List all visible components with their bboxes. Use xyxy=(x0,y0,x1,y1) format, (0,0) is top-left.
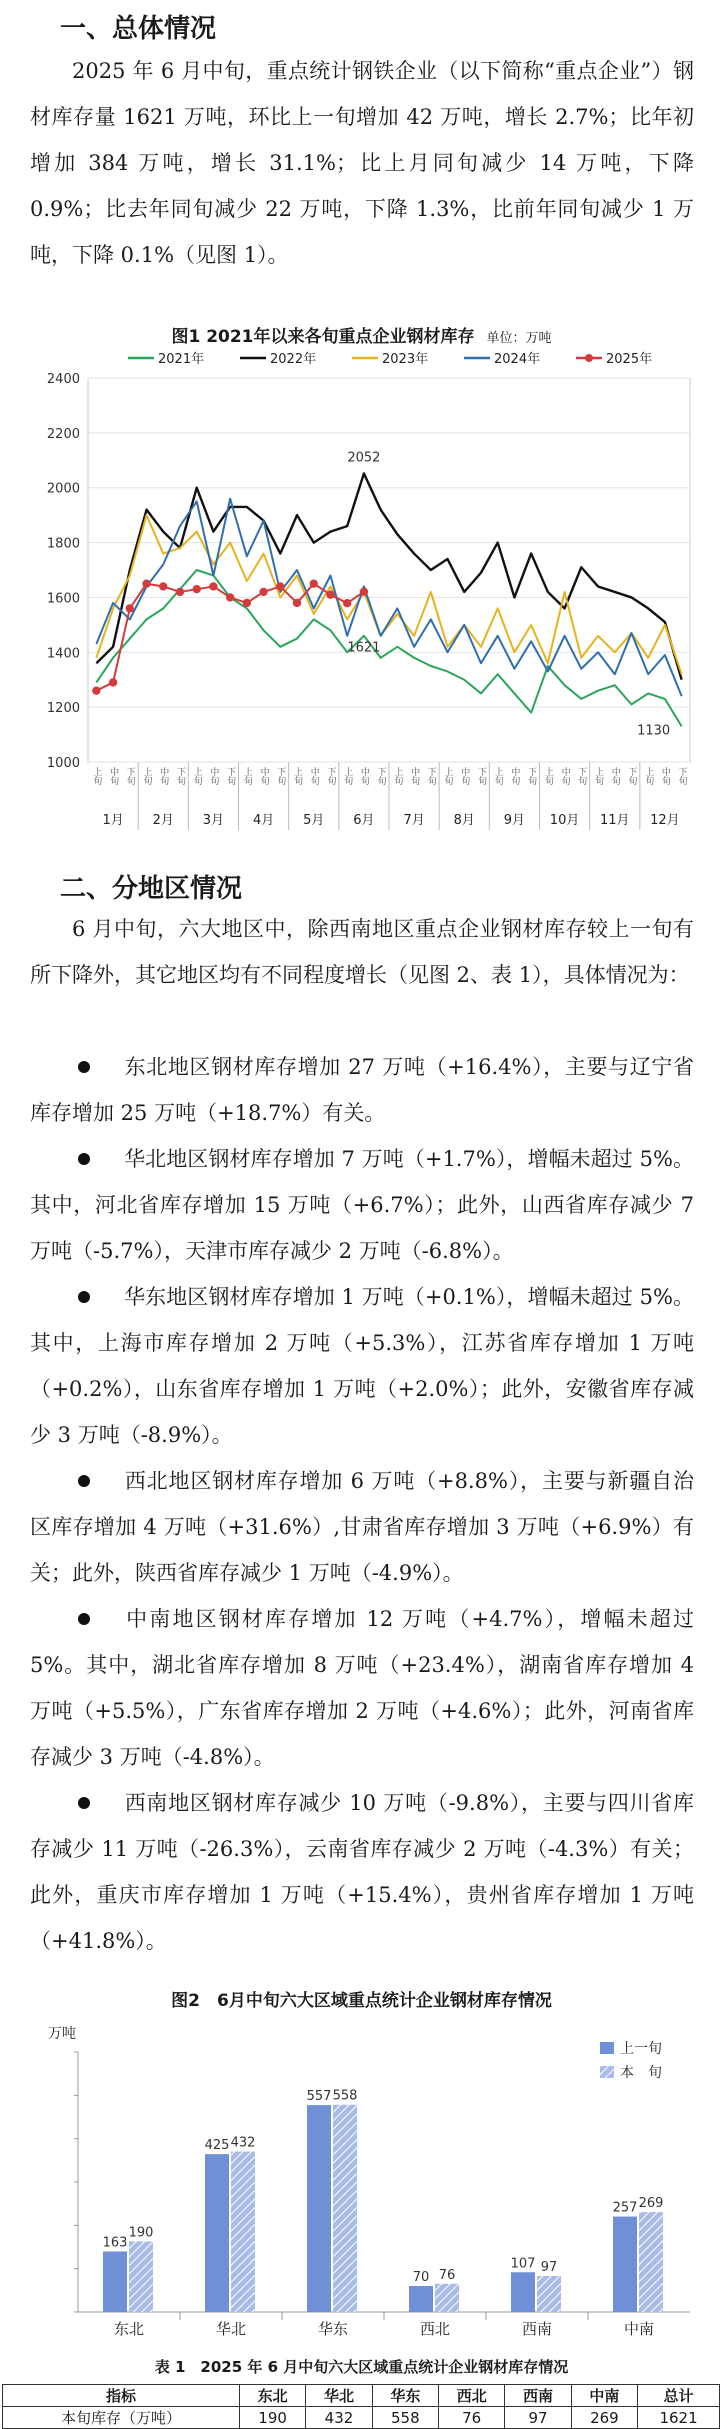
category-label: 西北 xyxy=(419,2320,451,2338)
x-tick-label: 中旬 xyxy=(409,767,420,785)
x-tick-label: 中旬 xyxy=(108,767,119,785)
series-point xyxy=(92,686,100,694)
y-tick-label: 1000 xyxy=(46,756,80,771)
bullet-text: 中南地区钢材库存增加 12 万吨（+4.7%），增幅未超过 5%。其中，湖北省库存增加 8 万吨（+23.4%），湖南省库存增加 4 万吨（+5.5%），广东省库存增加 2 万吨（+4.6%）；此外，河南省库存减少 3 万吨（-4.8%）。 xyxy=(30,1607,694,1769)
series-point xyxy=(293,599,301,607)
table-header-cell: 华北 xyxy=(306,2385,372,2407)
bullet-text: 西北地区钢材库存增加 6 万吨（+8.8%），主要与新疆自治区库存增加 4 万吨（+31.6%）,甘肃省库存增加 3 万吨（+6.9%）有关；此外，陕西省库存减少 1 万吨（-4.9%）。 xyxy=(30,1469,694,1585)
table-cell: 269 xyxy=(571,2407,637,2429)
bullet-dot xyxy=(78,1613,90,1625)
month-label: 1月 xyxy=(102,813,124,828)
month-label: 4月 xyxy=(252,813,275,828)
series-line-2021年 xyxy=(96,570,681,726)
x-tick-label: 中旬 xyxy=(609,767,620,785)
category-label: 西南 xyxy=(521,2320,553,2338)
section2-intro: 6 月中旬，六大地区中，除西南地区重点企业钢材库存较上一旬有所下降外，其它地区均有不同程度增长（见图 2、表 1），具体情况为： xyxy=(30,917,694,987)
series-point xyxy=(142,580,150,588)
month-label: 12月 xyxy=(650,813,680,828)
table-header-cell: 西南 xyxy=(505,2385,571,2407)
x-tick-label: 下旬 xyxy=(325,767,336,785)
table-cell: 76 xyxy=(439,2407,505,2429)
series-point xyxy=(126,604,134,612)
bullet-dot xyxy=(78,1061,90,1073)
x-tick-label: 中旬 xyxy=(559,767,570,785)
bullet-central-south xyxy=(30,1596,694,1780)
x-tick-label: 下旬 xyxy=(676,767,687,785)
bar-本 旬 xyxy=(231,2152,255,2312)
bullet-southwest xyxy=(30,1780,694,1964)
table-row-label: 本旬库存（万吨） xyxy=(3,2407,240,2429)
month-label: 9月 xyxy=(503,813,526,828)
bullet-text: 华北地区钢材库存增加 7 万吨（+1.7%），增幅未超过 5%。其中，河北省库存增加 15 万吨（+6.7%）；此外，山西省库存减少 7 万吨（-5.7%），天津市库存减少 2 万吨（-6.8%）。 xyxy=(30,1147,694,1263)
section1-paragraph: 2025 年 6 月中旬，重点统计钢铁企业（以下简称“重点企业”）钢材库存量 1621 万吨，环比上一旬增加 42 万吨，增长 2.7%；比年初增加 384 万吨，增长 31.1%；比上月同旬减少 14 万吨，下降 0.9%；比去年同旬减少 22 万吨，下降 1.3%，比前年同旬减少 1 万吨，下降 0.1%（见图 1）。 xyxy=(30,59,694,267)
legend-label: 2022年 xyxy=(270,352,317,367)
plot-area xyxy=(88,378,690,762)
legend-label: 2023年 xyxy=(382,352,429,367)
table-row xyxy=(3,2407,720,2429)
bar-本 旬 xyxy=(129,2241,153,2312)
month-label: 11月 xyxy=(599,813,630,828)
bar-value-label: 425 xyxy=(204,2138,230,2154)
x-tick-label: 上旬 xyxy=(392,767,403,785)
legend-label: 2024年 xyxy=(494,352,541,367)
month-label: 3月 xyxy=(202,813,225,828)
bar-value-label: 269 xyxy=(638,2196,664,2212)
series-point xyxy=(343,599,351,607)
x-tick-label: 下旬 xyxy=(375,767,386,785)
bar-上一旬 xyxy=(307,2105,331,2312)
bar-value-label: 558 xyxy=(332,2088,358,2104)
month-label: 8月 xyxy=(453,813,475,828)
bar-value-label: 70 xyxy=(412,2270,430,2285)
bar-value-label: 76 xyxy=(438,2267,456,2283)
table1-title: 表 1 2025 年 6 月中旬六大区域重点统计企业钢材库存情况 xyxy=(154,2358,569,2376)
data-annotation: 2052 xyxy=(347,450,381,466)
x-tick-label: 下旬 xyxy=(576,767,587,785)
bar-value-label: 163 xyxy=(102,2235,128,2251)
table-header-cell: 指标 xyxy=(3,2385,240,2407)
x-tick-label: 下旬 xyxy=(225,767,236,785)
series-point xyxy=(192,585,200,593)
x-tick-label: 下旬 xyxy=(124,767,135,785)
data-annotation: 1130 xyxy=(637,723,671,739)
series-point xyxy=(243,599,251,607)
y-tick-label: 1600 xyxy=(46,591,80,607)
x-tick-label: 上旬 xyxy=(593,767,604,785)
table-cell: 1621 xyxy=(638,2407,720,2429)
y-tick-label: 1200 xyxy=(46,701,80,717)
bar-本 旬 xyxy=(537,2276,561,2312)
x-tick-label: 中旬 xyxy=(509,767,520,785)
section2-heading: 二、分地区情况 xyxy=(60,874,243,904)
y-tick-label: 1800 xyxy=(46,536,80,552)
series-point xyxy=(226,593,234,601)
x-tick-label: 中旬 xyxy=(659,767,670,785)
bar-value-label: 432 xyxy=(230,2135,256,2151)
bar-本 旬 xyxy=(333,2105,357,2312)
series-point xyxy=(326,590,334,598)
legend-label: 2025年 xyxy=(606,352,653,367)
series-point xyxy=(109,678,117,686)
bar-value-label: 257 xyxy=(612,2200,638,2216)
table-cell: 558 xyxy=(372,2407,438,2429)
month-label: 6月 xyxy=(353,813,375,828)
bar-上一旬 xyxy=(613,2217,637,2312)
bar-本 旬 xyxy=(639,2212,663,2312)
bullet-dot xyxy=(78,1797,90,1809)
month-label: 2月 xyxy=(152,813,174,828)
series-point xyxy=(276,582,284,590)
x-tick-label: 上旬 xyxy=(492,767,503,785)
bar-上一旬 xyxy=(103,2251,127,2312)
x-tick-label: 下旬 xyxy=(275,767,286,785)
y-tick-label: 2400 xyxy=(46,372,80,387)
x-tick-label: 上旬 xyxy=(91,767,102,785)
figure1-title xyxy=(0,322,723,347)
table-cell: 97 xyxy=(505,2407,571,2429)
bullet-text: 西南地区钢材库存减少 10 万吨（-9.8%），主要与四川省库存减少 11 万吨（-26.3%），云南省库存减少 2 万吨（-4.3%）有关；此外，重庆市库存增加 1 万吨（+15.4%），贵州省库存增加 1 万吨（+41.8%）。 xyxy=(30,1791,694,1953)
x-tick-label: 上旬 xyxy=(241,767,252,785)
series-point xyxy=(259,588,267,596)
bullet-text: 东北地区钢材库存增加 27 万吨（+16.4%），主要与辽宁省库存增加 25 万吨（+18.7%）有关。 xyxy=(30,1055,694,1125)
bar-上一旬 xyxy=(409,2286,433,2312)
bullet-northeast xyxy=(30,1044,694,1136)
x-tick-label: 下旬 xyxy=(626,767,637,785)
x-tick-label: 上旬 xyxy=(442,767,453,785)
section1-heading: 一、总体情况 xyxy=(60,14,217,44)
x-tick-label: 下旬 xyxy=(475,767,486,785)
table-header-cell: 东北 xyxy=(239,2385,305,2407)
x-tick-label: 下旬 xyxy=(174,767,185,785)
x-tick-label: 上旬 xyxy=(292,767,303,785)
figure2-bar-chart xyxy=(0,2012,723,2354)
bullet-dot xyxy=(78,1475,90,1487)
legend-label: 上一旬 xyxy=(620,2041,662,2057)
x-tick-label: 中旬 xyxy=(358,767,369,785)
category-label: 华东 xyxy=(317,2320,349,2338)
figure1-line-chart xyxy=(0,350,723,840)
bar-value-label: 557 xyxy=(306,2089,332,2105)
series-line-2023年 xyxy=(96,515,681,674)
table-cell: 432 xyxy=(306,2407,372,2429)
series-point xyxy=(360,587,368,595)
series-line-2022年 xyxy=(96,473,681,679)
x-tick-label: 下旬 xyxy=(425,767,436,785)
y-tick-label: 2200 xyxy=(46,426,80,442)
series-point xyxy=(176,588,184,596)
legend-swatch xyxy=(600,2066,614,2078)
category-label: 华北 xyxy=(215,2320,247,2338)
figure1-title-text: 图1 2021年以来各旬重点企业钢材库存 xyxy=(171,327,475,347)
bar-value-label: 97 xyxy=(540,2259,558,2275)
y-tick-label: 2000 xyxy=(46,481,80,497)
month-label: 10月 xyxy=(549,813,580,828)
bullet-east xyxy=(30,1274,694,1458)
series-point xyxy=(209,582,217,590)
bullet-northwest xyxy=(30,1458,694,1596)
legend-marker xyxy=(585,354,593,362)
data-annotation: 1621 xyxy=(347,640,381,656)
x-tick-label: 中旬 xyxy=(308,767,319,785)
bullet-north xyxy=(30,1136,694,1274)
x-tick-label: 上旬 xyxy=(141,767,152,785)
bar-上一旬 xyxy=(205,2154,229,2312)
x-tick-label: 中旬 xyxy=(158,767,169,785)
category-label: 中南 xyxy=(623,2320,655,2338)
legend-label: 2021年 xyxy=(158,352,205,367)
bar-本 旬 xyxy=(435,2284,459,2312)
x-tick-label: 下旬 xyxy=(526,767,537,785)
y-axis-label: 万吨 xyxy=(48,2026,76,2042)
series-point xyxy=(310,580,318,588)
table-header-cell: 总计 xyxy=(638,2385,720,2407)
bullet-dot xyxy=(78,1291,90,1303)
table1 xyxy=(2,2384,720,2429)
table-header-row xyxy=(3,2385,720,2407)
table-cell: 190 xyxy=(239,2407,305,2429)
x-tick-label: 中旬 xyxy=(258,767,269,785)
x-tick-label: 上旬 xyxy=(643,767,654,785)
bar-上一旬 xyxy=(511,2272,535,2312)
x-tick-label: 中旬 xyxy=(208,767,219,785)
legend-label: 本 旬 xyxy=(620,2065,662,2081)
bullet-text: 华东地区钢材库存增加 1 万吨（+0.1%），增幅未超过 5%。其中，上海市库存增加 2 万吨（+5.3%），江苏省库存增加 1 万吨（+0.2%），山东省库存增加 1 万吨（+2.0%）；此外，安徽省库存减少 3 万吨（-8.9%）。 xyxy=(30,1285,694,1447)
bar-value-label: 107 xyxy=(510,2256,536,2272)
category-label: 东北 xyxy=(113,2320,145,2338)
table-header-cell: 华东 xyxy=(372,2385,438,2407)
figure1-unit: 单位：万吨 xyxy=(486,331,552,346)
month-label: 7月 xyxy=(403,813,425,828)
x-tick-label: 中旬 xyxy=(459,767,470,785)
x-tick-label: 上旬 xyxy=(342,767,353,785)
x-tick-label: 上旬 xyxy=(191,767,202,785)
legend-swatch xyxy=(600,2042,614,2054)
y-tick-label: 1400 xyxy=(46,646,80,662)
month-label: 5月 xyxy=(303,813,325,828)
table-header-cell: 中南 xyxy=(571,2385,637,2407)
x-tick-label: 上旬 xyxy=(542,767,553,785)
figure2-title: 图2 6月中旬六大区域重点统计企业钢材库存情况 xyxy=(171,1991,552,2011)
series-point xyxy=(159,582,167,590)
bar-value-label: 190 xyxy=(128,2225,154,2241)
table-header-cell: 西北 xyxy=(439,2385,505,2407)
bullet-dot xyxy=(78,1153,90,1165)
